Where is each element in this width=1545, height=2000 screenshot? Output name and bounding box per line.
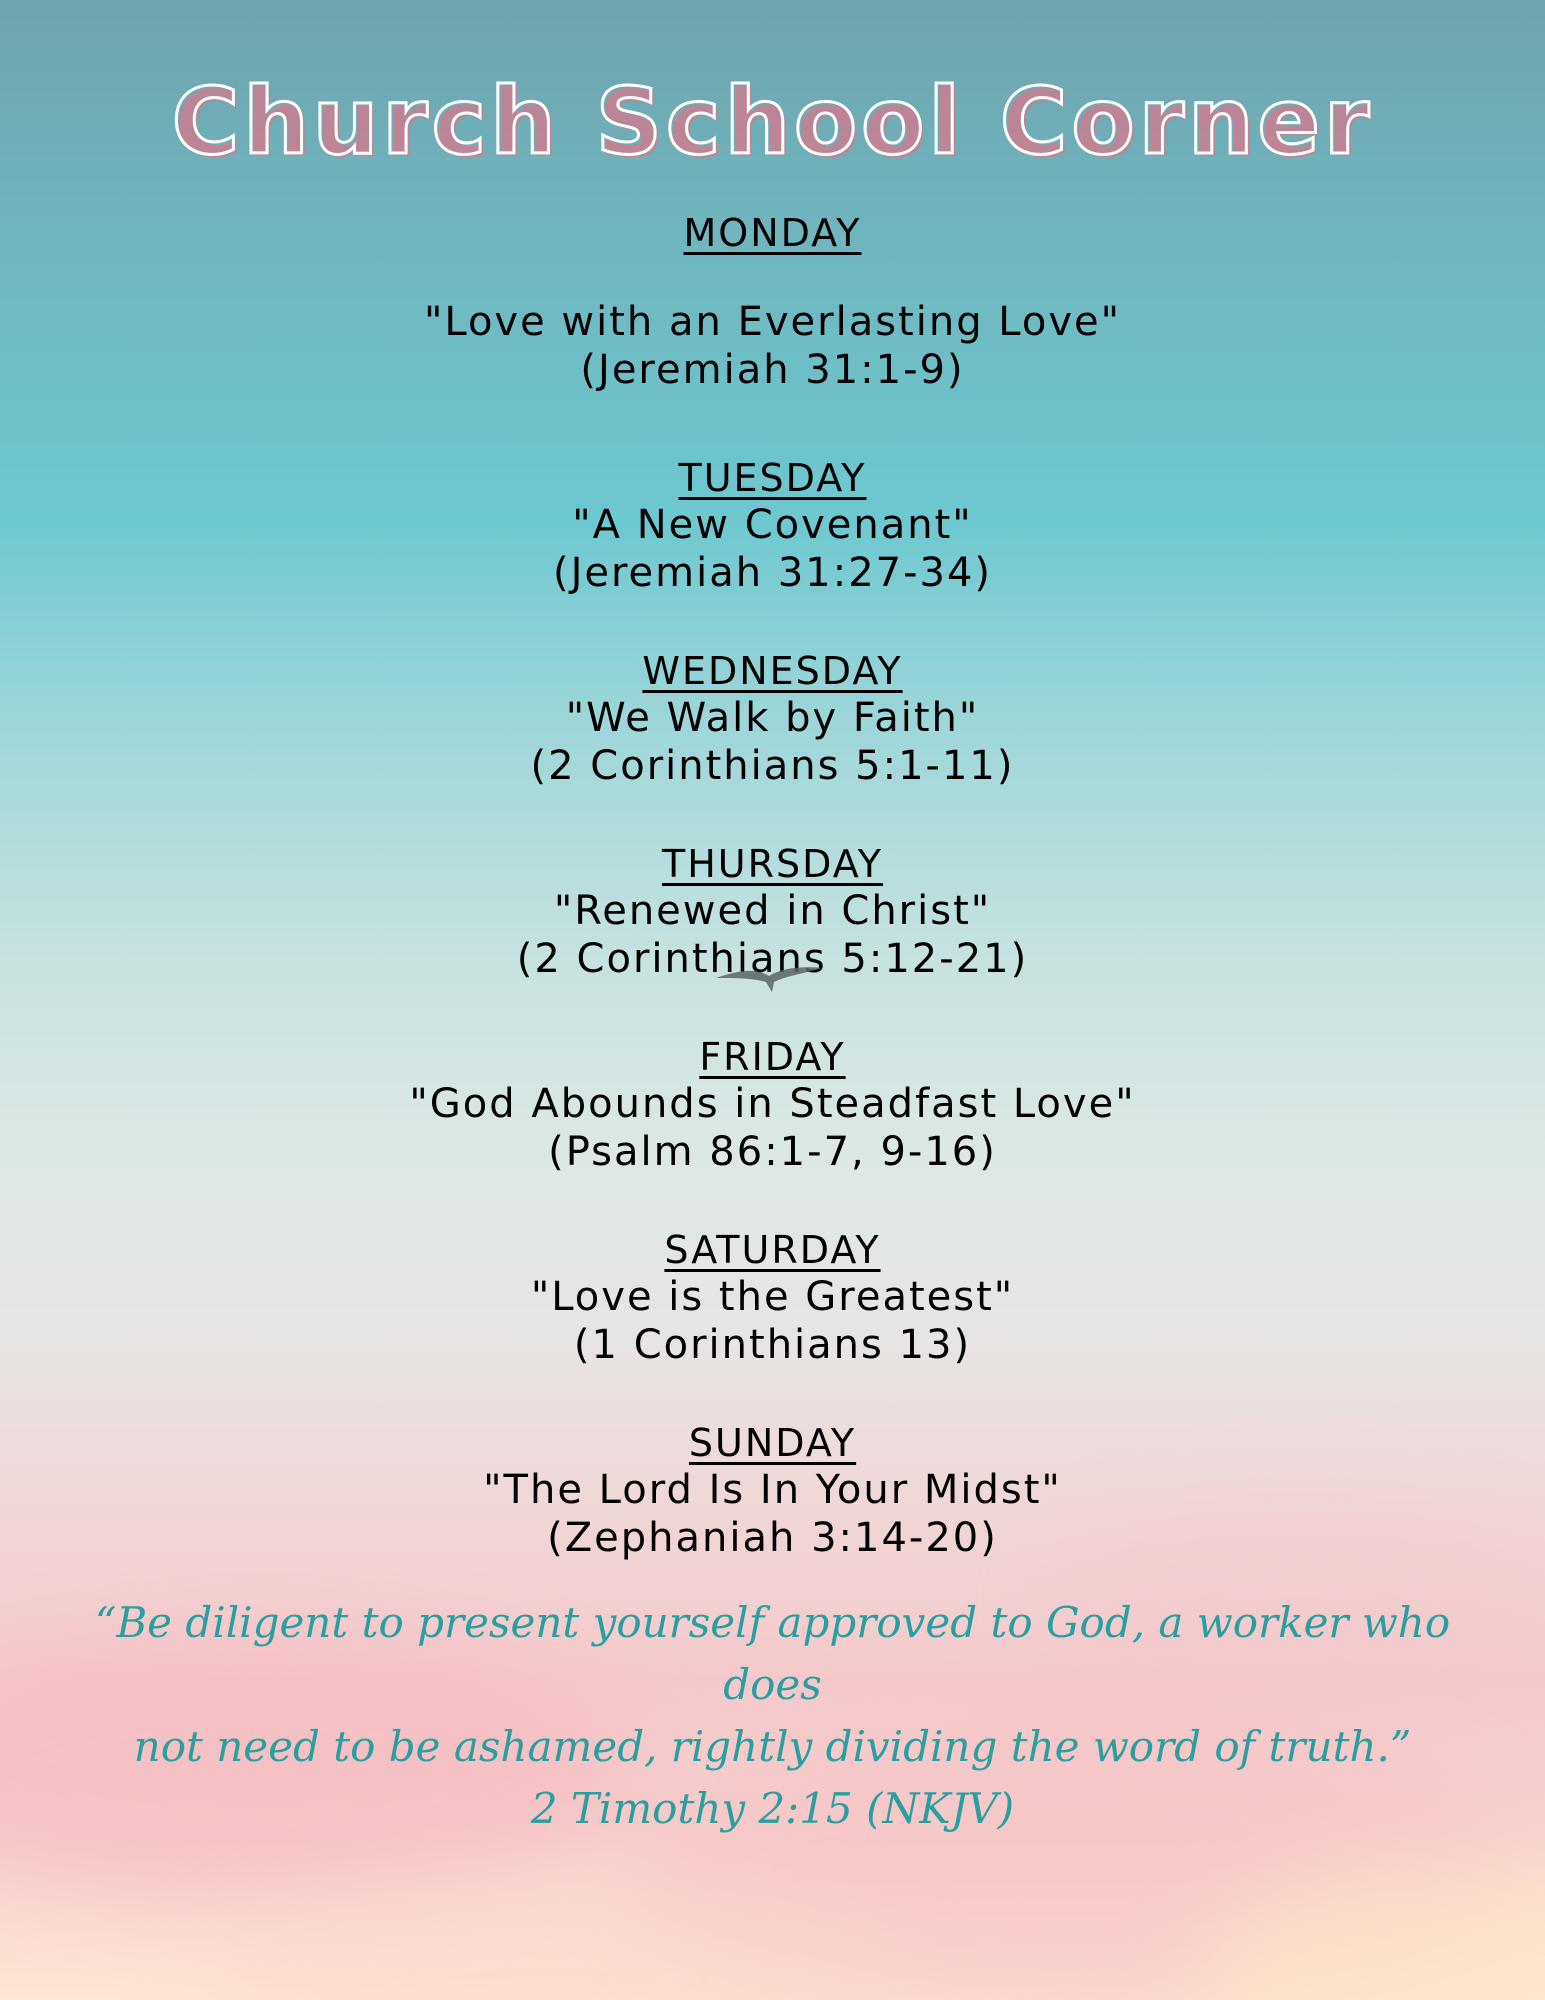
- day-reference: (1 Corinthians 13): [573, 1322, 972, 1368]
- day-sunday: [0, 1420, 1545, 1562]
- page-title: Church School Corner: [171, 68, 1374, 175]
- day-reference: (Psalm 86:1-7, 9-16): [548, 1129, 997, 1175]
- day-title: "Love is the Greatest": [530, 1274, 1015, 1320]
- day-reference: (Jeremiah 31:1-9): [580, 347, 965, 393]
- day-label: TUESDAY: [678, 456, 867, 500]
- day-title: "We Walk by Faith": [565, 695, 980, 741]
- day-title: "Love with an Everlasting Love": [423, 299, 1122, 345]
- day-title: "A New Covenant": [572, 502, 973, 548]
- bird-icon: [714, 956, 824, 996]
- day-tuesday: [0, 455, 1545, 597]
- day-reference: (Zephaniah 3:14-20): [547, 1515, 998, 1561]
- day-label: WEDNESDAY: [642, 649, 903, 693]
- day-reference: (2 Corinthians 5:12-21): [516, 936, 1029, 982]
- day-label: THURSDAY: [662, 842, 883, 886]
- day-reference: (2 Corinthians 5:1-11): [530, 743, 1015, 789]
- quote-line: “Be diligent to present yourself approved to God, a worker who does: [94, 1598, 1451, 1709]
- quote-citation: 2 Timothy 2:15 (NKJV): [530, 1784, 1015, 1833]
- day-title: "God Abounds in Steadfast Love": [409, 1081, 1136, 1127]
- scripture-quote: [60, 1592, 1485, 1840]
- day-label: MONDAY: [683, 211, 862, 255]
- day-label: SUNDAY: [688, 1421, 857, 1465]
- day-title: "Renewed in Christ": [553, 888, 992, 934]
- day-label: SATURDAY: [664, 1228, 881, 1272]
- day-saturday: [0, 1227, 1545, 1369]
- day-label: FRIDAY: [699, 1035, 846, 1079]
- day-title: "The Lord Is In Your Midst": [483, 1467, 1062, 1513]
- day-wednesday: [0, 648, 1545, 790]
- day-reference: (Jeremiah 31:27-34): [552, 550, 993, 596]
- day-friday: [0, 1034, 1545, 1176]
- day-monday: [0, 210, 1545, 394]
- quote-line: not need to be ashamed, rightly dividing the word of truth.”: [133, 1722, 1412, 1771]
